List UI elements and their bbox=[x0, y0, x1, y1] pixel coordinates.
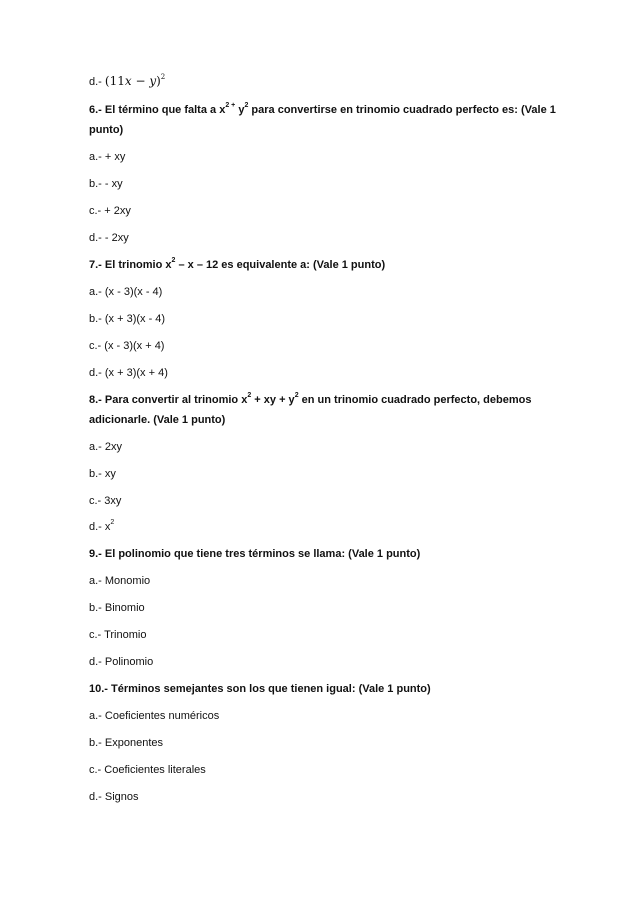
q6-question: 6.- El término que falta a $x^2$ + $y^2$ para convertirse en trinomio cuadrado perfecto es: (Vale 1 bbox=[89, 102, 556, 116]
q5-option-d-expression: $(11x - y)^2$ bbox=[104, 73, 166, 88]
q9-option-a: a.- Monomio bbox=[89, 575, 151, 587]
q8-option-a: a.- 2xy bbox=[89, 441, 123, 453]
q9-option-c: c.- Trinomio bbox=[89, 629, 147, 641]
q7-question: 7.- El trinomio $x^2$ – x – 12 es equivalente a: (Vale 1 punto) bbox=[89, 257, 386, 271]
q7-option-d: d.- (x + 3)(x + 4) bbox=[89, 367, 168, 379]
q9-option-b: b.- Binomio bbox=[89, 602, 145, 614]
q10-option-d: d.- Signos bbox=[89, 791, 139, 803]
q7-option-c: c.- (x - 3)(x + 4) bbox=[89, 340, 165, 352]
q8-option-b: b.- xy bbox=[89, 468, 116, 480]
q6-option-d: d.- - 2xy bbox=[89, 232, 129, 244]
q8-option-c: c.- 3xy bbox=[89, 495, 122, 507]
q5-option-d bbox=[89, 74, 165, 89]
q10-option-a: a.- Coeficientes numéricos bbox=[89, 710, 220, 722]
q8-question-line2: adicionarle. (Vale 1 punto) bbox=[89, 414, 226, 426]
q6-option-b: b.- - xy bbox=[89, 178, 123, 190]
q6-question-line2: punto) bbox=[89, 124, 124, 136]
q7-option-a: a.- (x - 3)(x - 4) bbox=[89, 286, 163, 298]
q10-option-c: c.- Coeficientes literales bbox=[89, 764, 206, 776]
q6-option-c: c.- + 2xy bbox=[89, 205, 131, 217]
q9-question: 9.- El polinomio que tiene tres términos se llama: (Vale 1 punto) bbox=[89, 548, 421, 560]
q6-option-a: a.- + xy bbox=[89, 151, 126, 163]
q8-option-d: d.- $x^2$ bbox=[89, 519, 115, 533]
q8-question: 8.- Para convertir al trinomio $x^2$ + xy + $y^2$ en un trinomio cuadrado perfecto, debemos bbox=[89, 392, 532, 406]
q7-option-b: b.- (x + 3)(x - 4) bbox=[89, 313, 166, 325]
q9-option-d: d.- Polinomio bbox=[89, 656, 154, 668]
q10-question: 10.- Términos semejantes son los que tienen igual: (Vale 1 punto) bbox=[89, 683, 431, 695]
q5-option-d-prefix: d.- bbox=[89, 76, 105, 88]
q10-option-b: b.- Exponentes bbox=[89, 737, 163, 749]
